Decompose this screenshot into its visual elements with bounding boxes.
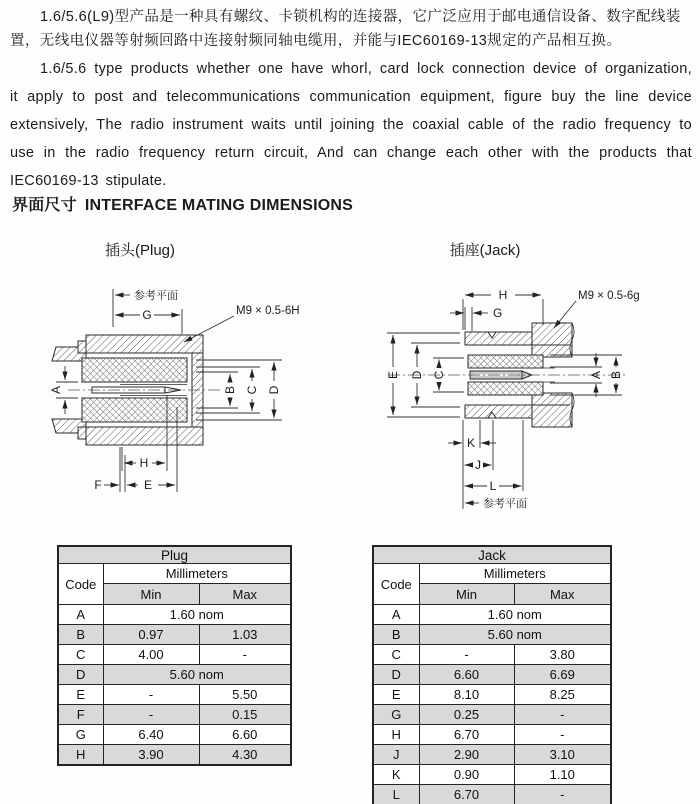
max-cell: 5.50 — [199, 685, 291, 705]
dim-label-h: H — [139, 456, 149, 470]
table-title: Jack — [373, 546, 611, 564]
table-row — [373, 785, 611, 804]
jack-dimension-table — [372, 545, 612, 804]
table-row — [58, 725, 291, 745]
max-cell: 6.60 — [199, 725, 291, 745]
plug-body — [52, 335, 222, 445]
min-cell: 3.90 — [103, 745, 199, 766]
code-cell: L — [373, 785, 419, 804]
dim-label-d: D — [267, 385, 281, 395]
jack-figure-title: 插座(Jack) — [449, 242, 521, 259]
table-row — [373, 705, 611, 725]
table-row — [373, 725, 611, 745]
ref-plane-label: 参考平面 — [134, 290, 178, 302]
jack-dimensions — [386, 288, 640, 510]
section-title — [12, 192, 353, 215]
plug-diagram — [30, 281, 348, 526]
shell-step-bottom — [78, 427, 86, 439]
max-cell: 6.69 — [514, 665, 611, 685]
dim-label-h: H — [498, 288, 508, 302]
intro-paragraph-zh: 1.6/5.6(L9)型产品是一种具有螺纹、卡锁机构的连接器，它广泛应用于邮电通信设备、数字配线装置，无线电仪器等射频回路中连接射频同轴电缆用，并能与IEC60169-13规定的产品相互换。 — [10, 9, 681, 49]
table-title: Plug — [58, 546, 291, 564]
table-row — [373, 625, 611, 645]
table-header-row — [58, 564, 291, 584]
max-cell: 1.03 — [199, 625, 291, 645]
max-cell: 1.10 — [514, 765, 611, 785]
dim-label-j: J — [475, 458, 481, 472]
code-cell: H — [58, 745, 103, 766]
table-row — [373, 605, 611, 625]
table-row — [58, 705, 291, 725]
shell-bottom — [86, 427, 203, 445]
insulator-top — [82, 358, 187, 382]
dim-label-l: L — [489, 479, 497, 493]
dim-label-e: E — [143, 478, 153, 492]
dim-label-g: G — [142, 308, 152, 322]
max-cell: - — [514, 725, 611, 745]
code-cell: G — [373, 705, 419, 725]
code-header: Code — [373, 564, 419, 605]
code-cell: F — [58, 705, 103, 725]
max-cell: - — [199, 645, 291, 665]
min-cell: - — [103, 705, 199, 725]
plug-figure-title: 插头(Plug) — [104, 242, 175, 259]
max-cell: 3.80 — [514, 645, 611, 665]
min-cell: 0.97 — [103, 625, 199, 645]
min-cell: 8.10 — [419, 685, 514, 705]
code-cell: J — [373, 745, 419, 765]
value-cell: 1.60 nom — [103, 605, 291, 625]
min-cell: 6.70 — [419, 725, 514, 745]
table-row — [373, 685, 611, 705]
min-cell: 0.90 — [419, 765, 514, 785]
table-row — [373, 765, 611, 785]
max-cell: - — [514, 705, 611, 725]
code-cell: B — [58, 625, 103, 645]
min-cell: 6.70 — [419, 785, 514, 804]
dim-label-k: K — [466, 436, 476, 450]
code-cell: G — [58, 725, 103, 745]
thread-body-top — [532, 323, 572, 357]
jack-diagram — [360, 281, 692, 533]
max-cell: 0.15 — [199, 705, 291, 725]
table-row — [58, 665, 291, 685]
min-cell: 6.60 — [419, 665, 514, 685]
table-row — [58, 625, 291, 645]
min-cell: 6.40 — [103, 725, 199, 745]
min-cell: 0.25 — [419, 705, 514, 725]
dim-label-b: B — [223, 385, 237, 395]
code-cell: B — [373, 625, 419, 645]
table-row — [58, 685, 291, 705]
value-cell: 1.60 nom — [419, 605, 611, 625]
dim-label-d: D — [410, 370, 424, 380]
insulator-bottom — [82, 398, 187, 422]
min-cell: - — [103, 685, 199, 705]
section-title-zh: 界面尺寸 — [12, 197, 77, 214]
shell-step-top — [78, 341, 86, 353]
code-cell: A — [58, 605, 103, 625]
shell-top — [86, 335, 203, 353]
max-cell: 4.30 — [199, 745, 291, 766]
insulator-bottom — [468, 382, 543, 395]
max-header: Max — [514, 584, 611, 605]
value-cell: 5.60 nom — [419, 625, 611, 645]
section-title-en: INTERFACE MATING DIMENSIONS — [84, 197, 354, 214]
insulator-top — [468, 355, 543, 368]
dim-label-g: G — [493, 306, 503, 320]
value-cell: 5.60 nom — [103, 665, 291, 685]
unit-header: Millimeters — [419, 564, 611, 584]
plug-dimension-table — [57, 545, 292, 766]
dim-label-f: F — [94, 478, 102, 492]
table-header-row — [373, 564, 611, 584]
table-row — [58, 645, 291, 665]
max-header: Max — [199, 584, 291, 605]
code-cell: K — [373, 765, 419, 785]
unit-header: Millimeters — [103, 564, 291, 584]
min-cell: 4.00 — [103, 645, 199, 665]
min-header: Min — [419, 584, 514, 605]
max-cell: 8.25 — [514, 685, 611, 705]
thread-body-bottom — [532, 393, 572, 427]
code-cell: C — [373, 645, 419, 665]
table-title-row — [58, 546, 291, 564]
dim-label-a: A — [49, 385, 63, 395]
code-cell: D — [373, 665, 419, 685]
table-row — [373, 665, 611, 685]
table-row — [373, 645, 611, 665]
max-cell: 3.10 — [514, 745, 611, 765]
intro-paragraph-en: 1.6/5.6 type products whether one have whorl, card lock connection device of organization, it apply to post and telecommunications communication equipment, figure buy the line device extensively, The radio instrument waits until joining the coaxial cable of the radio frequency to use in the radio frequency return circuit, And can change each other with the products that IEC60169-13 stipulate. — [10, 61, 692, 189]
thread-label: M9 × 0.5-6g — [578, 290, 640, 302]
code-cell: E — [373, 685, 419, 705]
dim-label-b: B — [609, 370, 623, 380]
max-cell: - — [514, 785, 611, 804]
dim-label-e: E — [386, 370, 400, 380]
thread-label: M9 × 0.5-6H — [236, 305, 300, 317]
code-cell: E — [58, 685, 103, 705]
code-cell: C — [58, 645, 103, 665]
min-cell: - — [419, 645, 514, 665]
table-row — [373, 745, 611, 765]
dim-label-a: A — [589, 370, 603, 380]
code-cell: A — [373, 605, 419, 625]
ref-plane-label: 参考平面 — [483, 498, 527, 510]
dim-label-c: C — [432, 370, 446, 380]
min-header: Min — [103, 584, 199, 605]
table-title-row — [373, 546, 611, 564]
code-cell: H — [373, 725, 419, 745]
min-cell: 2.90 — [419, 745, 514, 765]
table-row — [58, 605, 291, 625]
code-cell: D — [58, 665, 103, 685]
table-row — [58, 745, 291, 766]
dim-label-c: C — [245, 385, 259, 395]
code-header: Code — [58, 564, 103, 605]
